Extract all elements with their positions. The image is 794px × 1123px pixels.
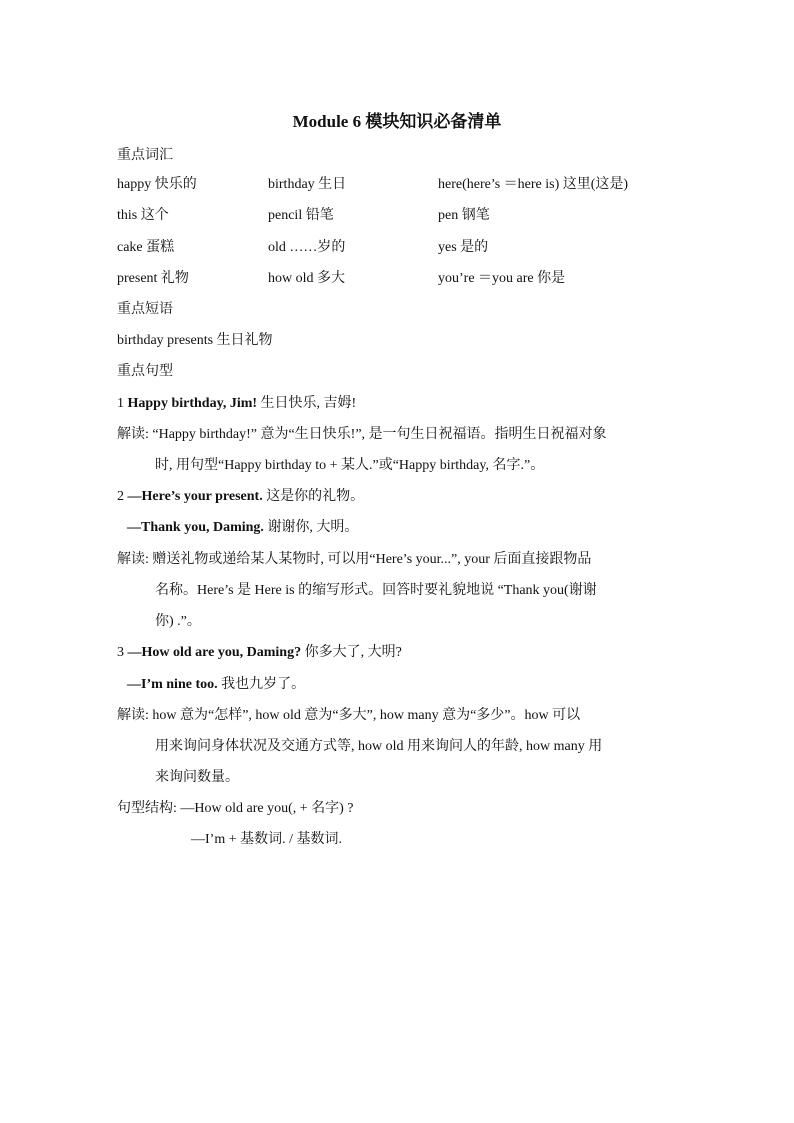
- phrase-item: birthday presents 生日礼物: [117, 333, 273, 348]
- explanation-line: 解读: how 意为“怎样”, how old 意为“多大”, how many 意为“多少”。how 可以: [117, 708, 581, 723]
- explanation-line: 解读: “Happy birthday!” 意为“生日快乐!”, 是一句生日祝福语。指明生日祝福对象: [117, 427, 607, 442]
- sentence-english: —Thank you, Daming.: [127, 520, 264, 535]
- sentence-chinese: 这是你的礼物。: [262, 489, 365, 504]
- sentence-2-answer: [127, 518, 358, 538]
- sentence-2-question: [117, 487, 364, 507]
- explanation-line: 名称。Here’s 是 Here is 的缩写形式。回答时要礼貌地说 “Thank you(谢谢: [155, 583, 597, 598]
- vocab-cell: pen 钢笔: [438, 208, 490, 223]
- sentence-3-answer: [127, 675, 305, 695]
- sentence-chinese: 我也九岁了。: [217, 677, 306, 692]
- explanation-line: 来询问数量。: [155, 770, 239, 785]
- vocab-cell: you’re ＝you are 你是: [438, 271, 566, 286]
- vocab-cell: old ……岁的: [268, 240, 346, 255]
- explanation-line: 时, 用句型“Happy birthday to + 某人.”或“Happy birthday, 名字.”。: [155, 458, 545, 473]
- vocab-cell: this 这个: [117, 208, 169, 223]
- vocab-cell: birthday 生日: [268, 177, 347, 192]
- sentence-chinese: 你多大了, 大明?: [301, 645, 402, 660]
- sentence-number: 2: [117, 489, 128, 504]
- vocab-cell: yes 是的: [438, 240, 489, 255]
- sentence-english: Happy birthday, Jim!: [127, 396, 258, 411]
- sentence-chinese: 谢谢你, 大明。: [263, 520, 359, 535]
- explanation-line: 你) .”。: [155, 614, 201, 629]
- vocab-cell: cake 蛋糕: [117, 240, 175, 255]
- sentence-english: —I’m nine too.: [127, 677, 218, 692]
- vocab-cell: pencil 铅笔: [268, 208, 334, 223]
- sentence-number: 1: [117, 396, 128, 411]
- sentence-3-question: [117, 643, 402, 663]
- sentence-1: [117, 394, 356, 414]
- page-title: Module 6 模块知识必备清单: [292, 112, 502, 131]
- structure-line: 句型结构: —How old are you(, + 名字) ?: [117, 801, 354, 816]
- vocab-heading: 重点词汇: [117, 148, 173, 163]
- sentence-chinese: 生日快乐, 吉姆!: [257, 396, 357, 411]
- vocab-cell: how old 多大: [268, 271, 345, 286]
- explanation-line: 解读: 赠送礼物或递给某人某物时, 可以用“Here’s your...”, your 后面直接跟物品: [117, 552, 592, 567]
- sentence-english: —Here’s your present.: [127, 489, 263, 504]
- explanation-line: 用来询问身体状况及交通方式等, how old 用来询问人的年龄, how many 用: [155, 739, 603, 754]
- sentence-number: 3: [117, 645, 128, 660]
- vocab-cell: present 礼物: [117, 271, 189, 286]
- sentences-heading: 重点句型: [117, 364, 173, 379]
- structure-line: —I’m + 基数词. / 基数词.: [191, 832, 342, 847]
- sentence-english: —How old are you, Daming?: [127, 645, 302, 660]
- vocab-cell: here(here’s ＝here is) 这里(这是): [438, 177, 629, 192]
- vocab-cell: happy 快乐的: [117, 177, 197, 192]
- phrases-heading: 重点短语: [117, 302, 173, 317]
